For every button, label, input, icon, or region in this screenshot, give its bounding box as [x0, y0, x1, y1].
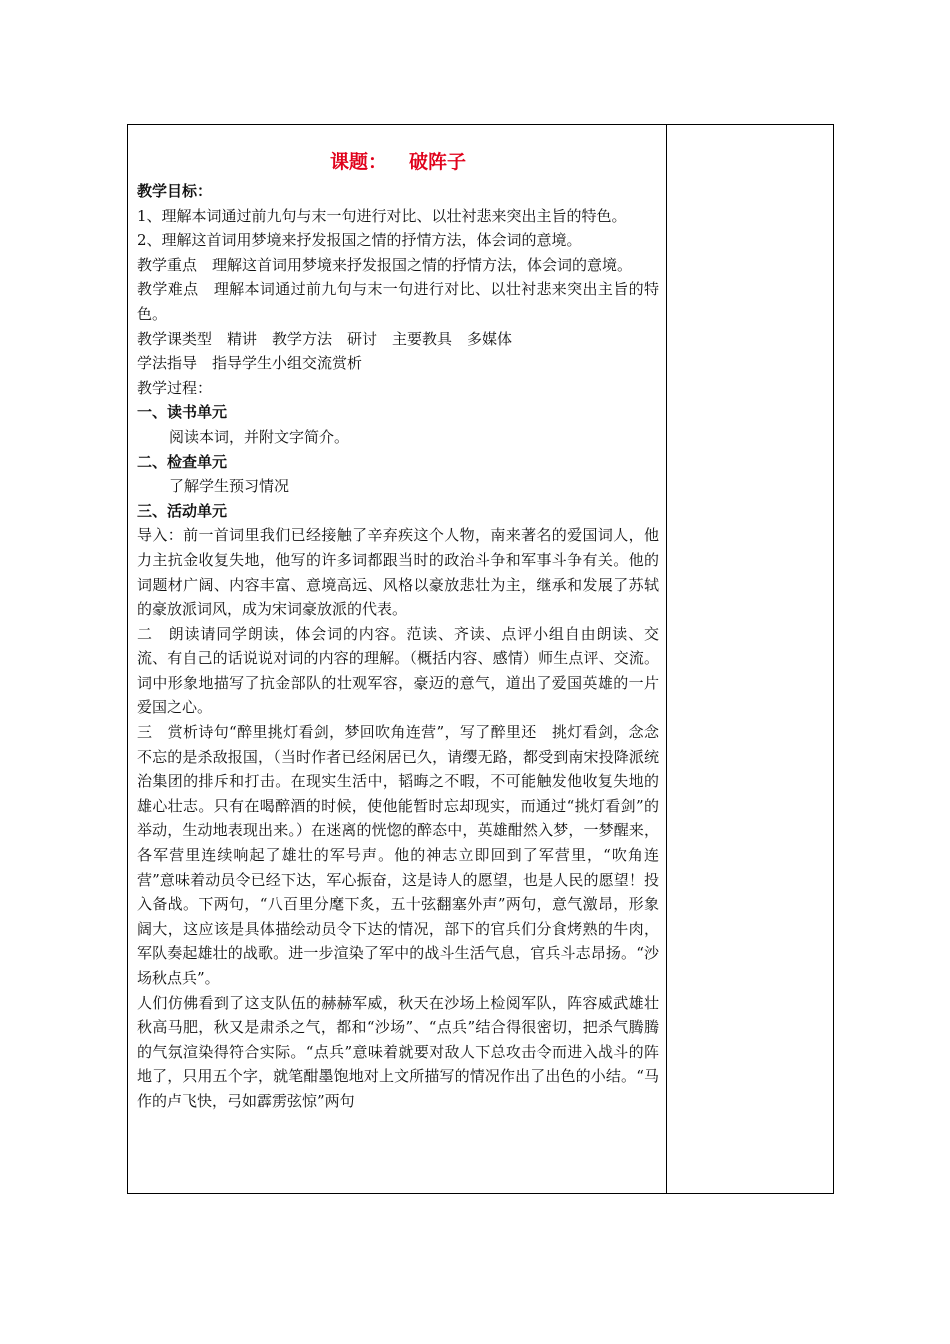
last-paragraph: 人们仿佛看到了这支队伍的赫赫军威，秋天在沙场上检阅军队，阵容威武雄壮秋高马肥，秋又是肃杀之气，都和“沙场”、“点兵”结合得很密切，把杀气腾腾的气氛渲染得符合实际。“点兵”意味着就要对敌人下总攻击令而进入战斗的阵地了，只用五个字，就笔酣墨饱地对上文所描写的情况作出了出色的小结。“马作的卢飞快，弓如霹雳弦惊”两句 [137, 993, 659, 1110]
goals-heading: 教学目标： [137, 182, 213, 200]
goal-2: 2、理解这首词用梦境来抒发报国之情的抒情方法，体会词的意境。 [137, 231, 582, 250]
lesson-plan-table [127, 124, 834, 1194]
lesson-title [137, 147, 659, 177]
process-heading: 教学过程： [137, 378, 213, 397]
step3-paragraph: 三 赏析诗句“醉里挑灯看剑，梦回吹角连营”，写了醉里还 挑灯看剑，念念不忘的是杀敌报国，（当时作者已经闲居已久，请缨无路，都受到南宋投降派统治集团的排斥和打击。在现实生活中，韬晦之不暇，不可能触发他收复失地的雄心壮志。只有在喝醉酒的时候，使他能暂时忘却现实，而通过“挑灯看剑”的举动，生动地表现出来。）在迷离的恍惚的醉态中，英雄酣然入梦，一梦醒来，各军营里连续响起了雄壮的军号声。他的神志立即回到了军营里，“吹角连营”意味着动员令已经下达，军心振奋，这是诗人的愿望，也是人民的愿望！投入备战。下两句，“八百里分麾下炙，五十弦翻塞外声”两句，意气激昂，形象阔大，这应该是具体描绘动员令下达的情况，部下的官兵们分食烤熟的牛肉，军队奏起雄壮的战歌。进一步渲染了军中的战斗生活气息，官兵斗志昂扬。“沙场秋点兵”。 [137, 723, 659, 987]
unit2-text: 了解学生预习情况 [169, 477, 290, 496]
unit1-text: 阅读本词，并附文字简介。 [169, 427, 350, 446]
study-guide: 学法指导 指导学生小组交流赏析 [137, 354, 363, 373]
goal-1: 1、理解本词通过前九句与末一句进行对比、以壮衬悲来突出主旨的特色。 [137, 206, 627, 225]
step2-paragraph: 二 朗读请同学朗读，体会词的内容。范读、齐读、点评小组自由朗读、交流、有自己的话说说对词的内容的理解。（概括内容、感情）师生点评、交流。词中形象地描写了抗金部队的壮观军容，豪迈的意气，道出了爱国英雄的一片爱国之心。 [137, 624, 659, 717]
difficulty: 教学难点 理解本词通过前九句与末一句进行对比、以壮衬悲来突出主旨的特色。 [137, 280, 659, 323]
unit2-heading: 二、检查单元 [137, 452, 228, 471]
side-notes-cell [667, 125, 833, 1193]
intro-paragraph: 导入：前一首词里我们已经接触了辛弃疾这个人物，南来著名的爱国词人，他力主抗金收复失地，他写的许多词都跟当时的政治斗争和军事斗争有关。他的词题材广阔、内容丰富、意境高远、风格以豪放悲壮为主，继承和发展了苏轼的豪放派词风，成为宋词豪放派的代表。 [137, 526, 659, 619]
unit3-heading: 三、活动单元 [137, 501, 228, 520]
lesson-type: 教学课类型 精讲 教学方法 研讨 主要教具 多媒体 [137, 329, 513, 348]
unit1-heading: 一、读书单元 [137, 403, 228, 422]
title-text: 破阵子 [409, 151, 467, 173]
title-label: 课题： [329, 151, 387, 173]
key-point: 教学重点 理解这首词用梦境来抒发报国之情的抒情方法，体会词的意境。 [137, 255, 633, 274]
main-content-cell [128, 125, 667, 1193]
